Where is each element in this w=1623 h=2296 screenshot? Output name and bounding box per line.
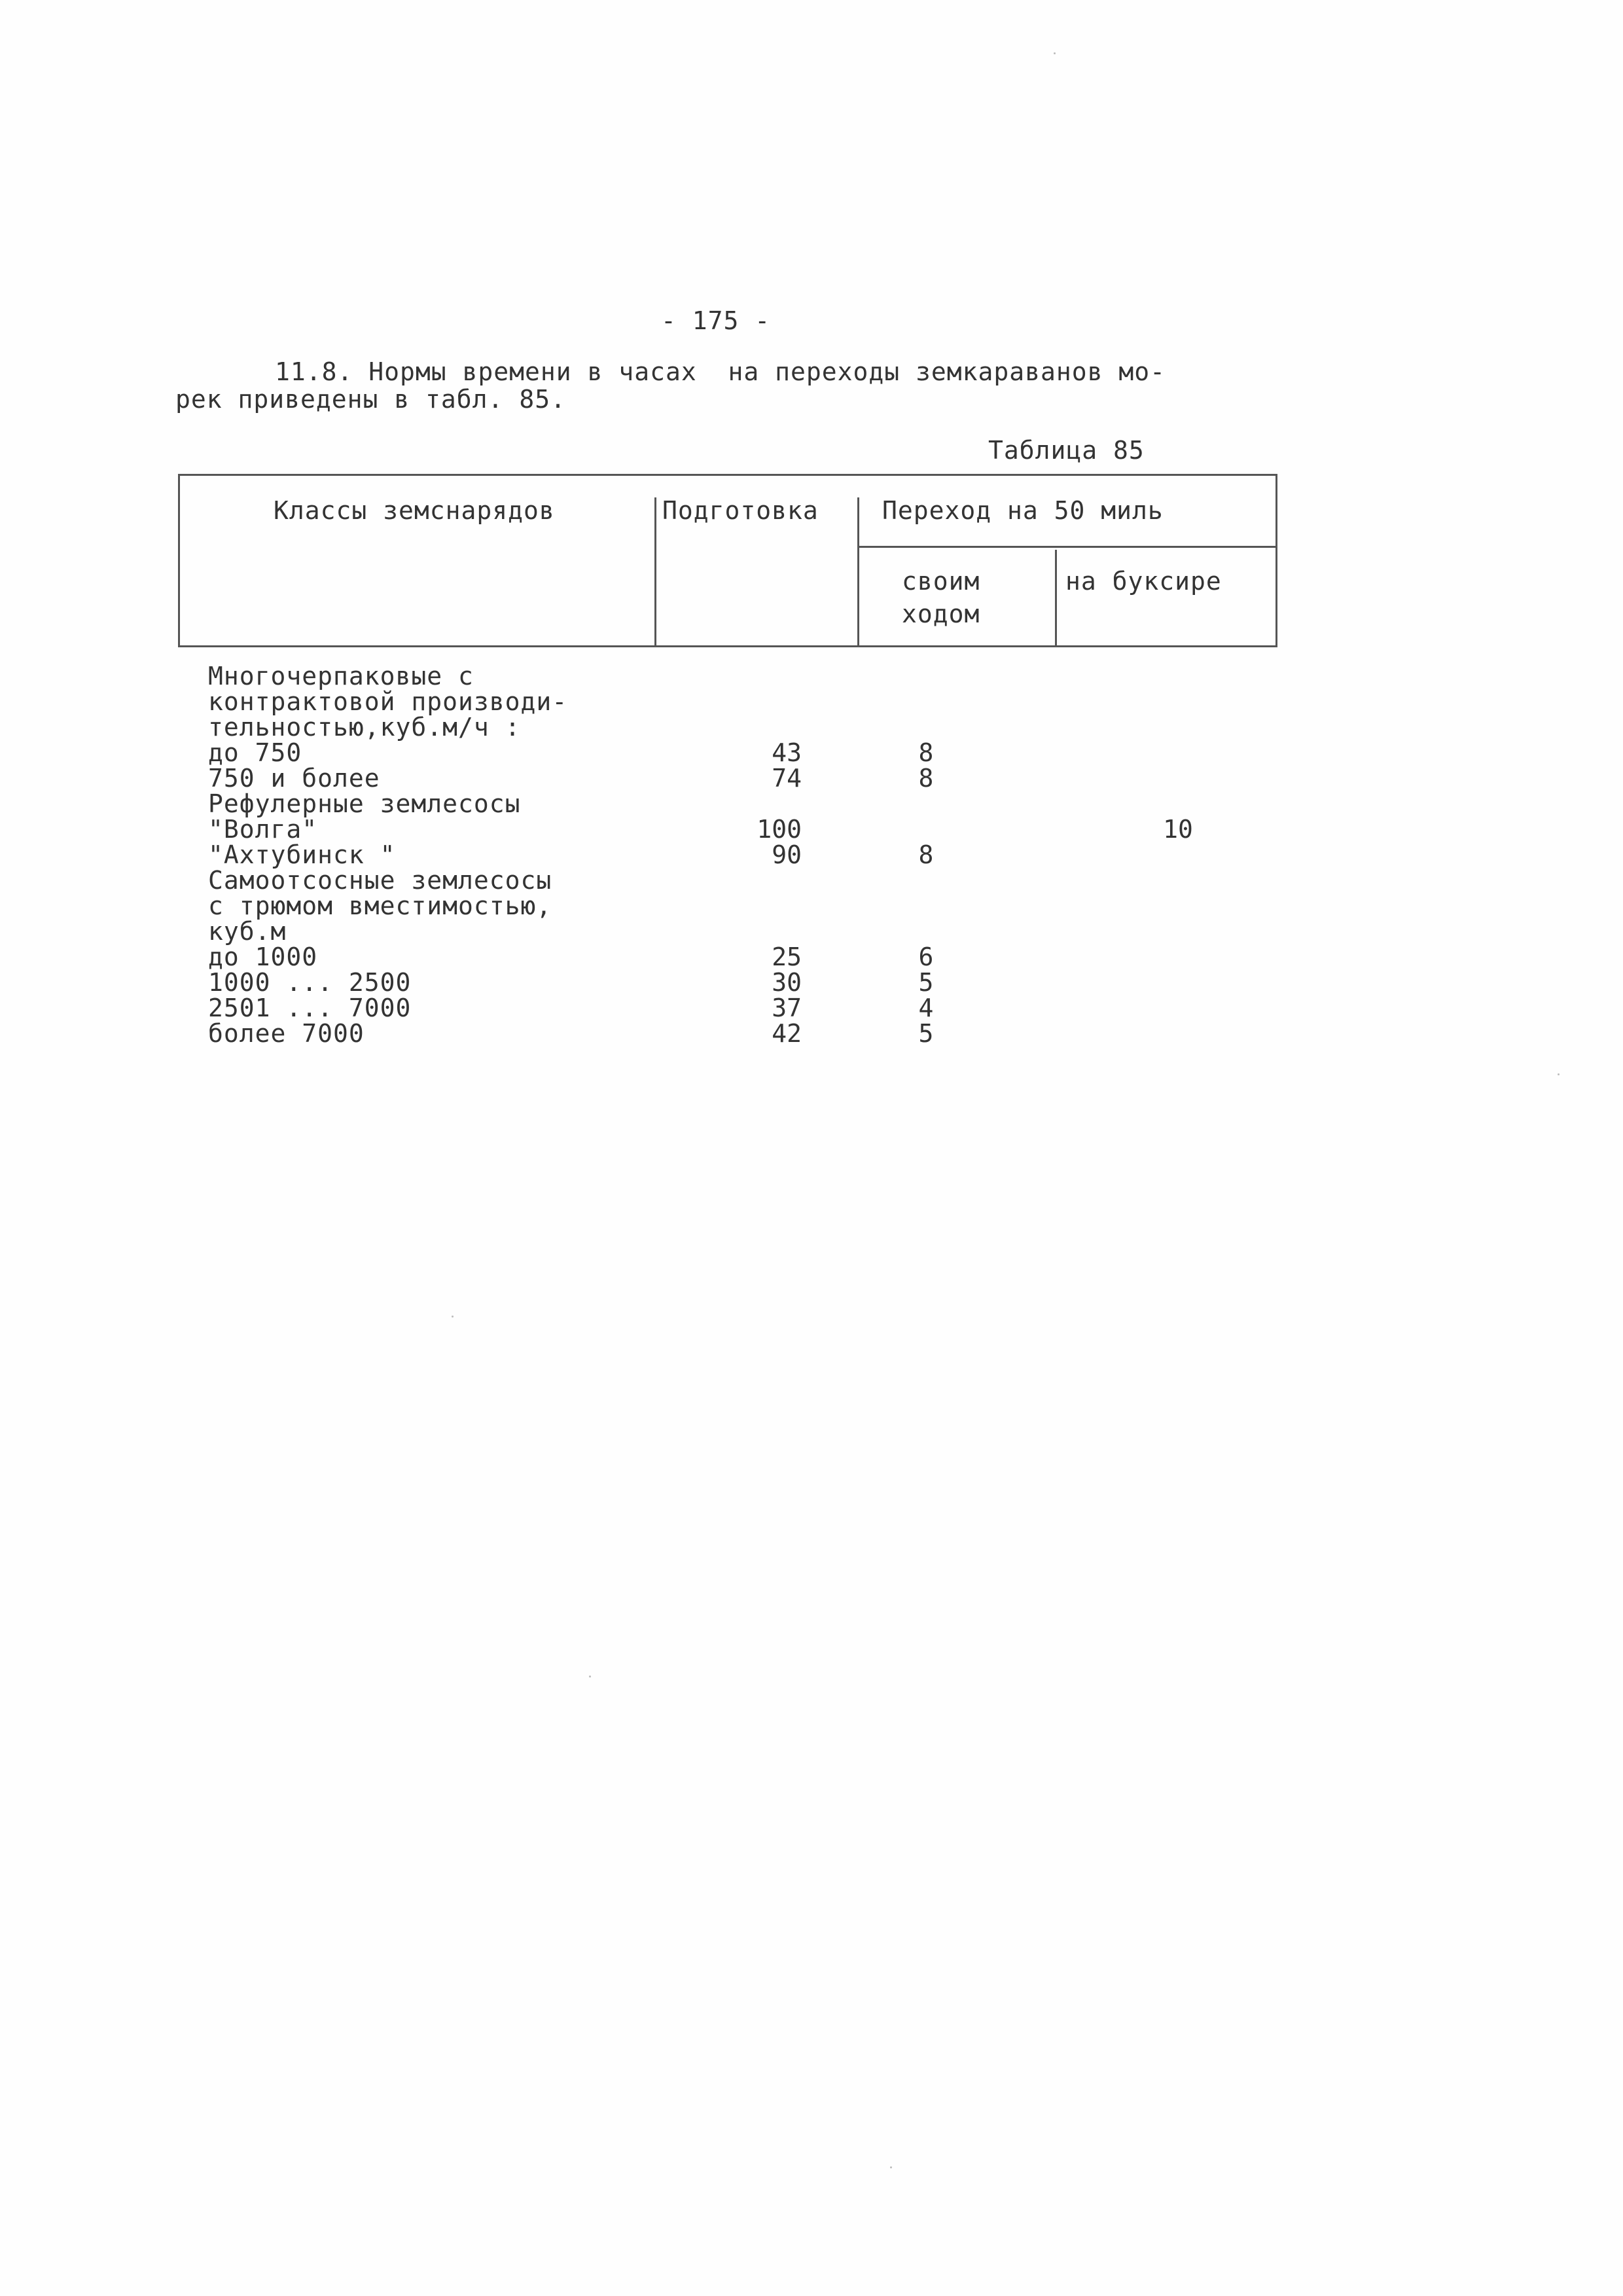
intro-paragraph-line-2: рек приведены в табл. 85. [175, 385, 566, 414]
row-label: тельностью,куб.м/ч : [208, 713, 521, 742]
cell-own-power: 8 [918, 738, 934, 767]
column-divider-1 [654, 497, 656, 647]
header-towed: на буксире [1065, 567, 1222, 596]
transition-subheader-divider [857, 546, 1277, 548]
row-label: с трюмом вместимостью, [208, 891, 552, 920]
table-caption: Таблица 85 [988, 436, 1145, 465]
cell-preparation: 100 [757, 815, 802, 844]
header-classes: Классы земснарядов [274, 496, 555, 525]
header-transition: Переход на 50 миль [882, 496, 1164, 525]
cell-preparation: 74 [772, 764, 802, 793]
column-divider-3 [1055, 550, 1057, 647]
cell-own-power: 5 [918, 1019, 934, 1048]
page-number: - 175 - [661, 306, 771, 335]
table-header-bottom-border [178, 645, 1277, 647]
intro-paragraph-line-1: 11.8. Нормы времени в часах на переходы земкараванов мо- [275, 357, 1166, 386]
row-label: Многочерпаковые с [208, 662, 474, 691]
cell-preparation: 90 [772, 840, 802, 869]
row-label: "Ахтубинск " [208, 840, 396, 869]
row-label: куб.м [208, 917, 287, 946]
cell-preparation: 30 [772, 968, 802, 997]
table-right-border [1275, 474, 1277, 647]
scan-speck [452, 1316, 454, 1318]
row-label: 2501 ... 7000 [208, 994, 412, 1022]
row-label: более 7000 [208, 1019, 365, 1048]
cell-own-power: 4 [918, 994, 934, 1022]
row-label: контрактовой производи- [208, 687, 568, 716]
header-own-power-line-2: ходом [902, 600, 980, 628]
scan-speck [1054, 52, 1056, 54]
table-left-border [178, 474, 180, 647]
cell-own-power: 8 [918, 840, 934, 869]
row-label: "Волга" [208, 815, 318, 844]
row-label: Самоотсосные землесосы [208, 866, 552, 895]
scan-speck [890, 2166, 892, 2168]
cell-own-power: 8 [918, 764, 934, 793]
cell-preparation: 25 [772, 942, 802, 971]
table-top-border [178, 474, 1277, 476]
column-divider-2 [857, 497, 859, 647]
row-label: до 1000 [208, 942, 318, 971]
header-own-power-line-1: своим [902, 567, 980, 596]
cell-preparation: 42 [772, 1019, 802, 1048]
header-preparation: Подготовка [662, 496, 819, 525]
row-label: 1000 ... 2500 [208, 968, 412, 997]
scan-speck [589, 1676, 591, 1677]
cell-towed: 10 [1163, 815, 1193, 844]
row-label: до 750 [208, 738, 302, 767]
cell-own-power: 6 [918, 942, 934, 971]
row-label: Рефулерные землесосы [208, 789, 521, 818]
cell-preparation: 43 [772, 738, 802, 767]
scan-speck [1558, 1073, 1560, 1075]
cell-preparation: 37 [772, 994, 802, 1022]
row-label: 750 и более [208, 764, 380, 793]
cell-own-power: 5 [918, 968, 934, 997]
